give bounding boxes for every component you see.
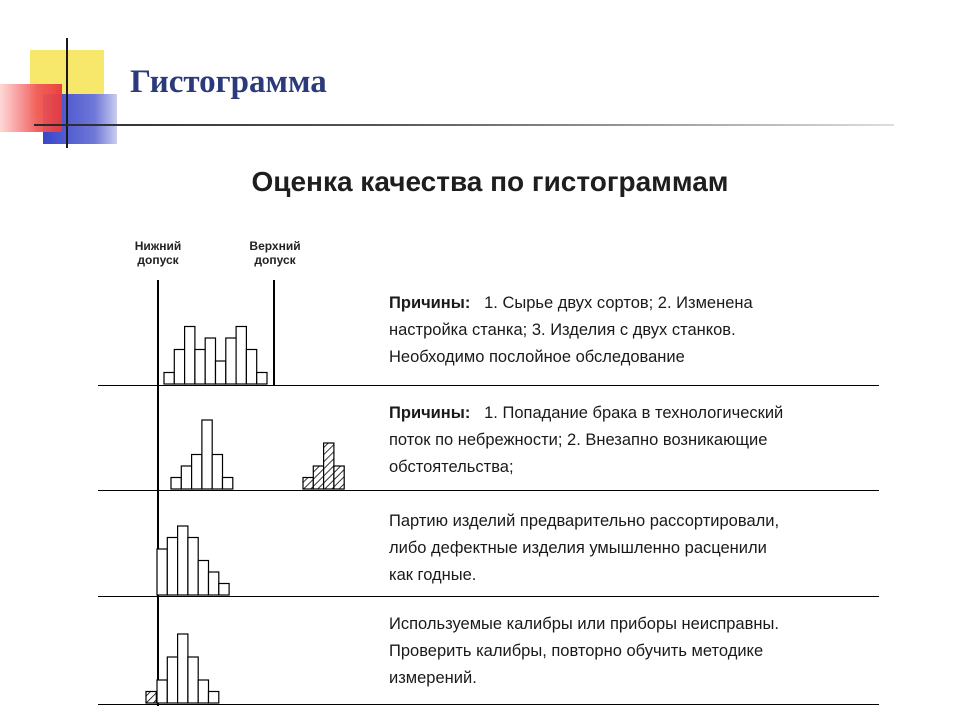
slide-subtitle: Оценка качества по гистограммам [251, 166, 729, 197]
row-1-histogram-bar-5 [205, 338, 215, 384]
row-3-line-2: либо дефектные изделия умышленно расценили [389, 539, 767, 557]
row-2-defect-histogram-bar-4 [334, 466, 344, 489]
row-4-histogram-bar-5 [198, 680, 208, 703]
row-1-histogram-bar-9 [246, 350, 256, 385]
row-3-histogram-bar-1 [157, 549, 167, 595]
row-3-histogram-bar-6 [209, 572, 219, 595]
row-3-histogram-bar-4 [188, 538, 198, 596]
row-4-histogram-bar-4 [188, 657, 198, 703]
row-4-line-1: Используемые калибры или приборы неисправны. [389, 615, 779, 633]
row-2-label: Причины: [389, 404, 471, 422]
row-1-histogram-bar-6 [216, 361, 226, 384]
row-1-histogram-bar-1 [164, 373, 174, 385]
row-4-line-2: Проверить калибры, повторно обучить методике [389, 642, 764, 660]
row-1-histogram-bar-8 [236, 327, 246, 385]
row-2-histogram-bar-1 [171, 478, 181, 490]
upper-tolerance-line1: Верхний [249, 239, 301, 253]
row-4-histogram-bar-2 [167, 657, 177, 703]
row-2-histogram-bar-3 [192, 455, 202, 490]
row-2-defect-histogram-bar-1 [303, 478, 313, 490]
row-1-line-2: настройка станка; 3. Изделия с двух станков. [389, 321, 736, 339]
row-4-histogram-bar-3 [178, 634, 188, 703]
row-2-histogram-bar-5 [212, 455, 222, 490]
lower-tolerance-line1: Нижний [134, 239, 182, 253]
row-4-histogram-bar-1 [157, 680, 167, 703]
row-4-histogram-bar-6 [209, 692, 219, 704]
row-2-defect-histogram-bar-3 [324, 443, 334, 489]
row-1-histogram-bar-4 [195, 350, 205, 385]
row-1-line-1: Причины: 1. Сырье двух сортов; 2. Изменена [389, 294, 753, 312]
row-2-line-2: поток по небрежности; 2. Внезапно возникающие [389, 431, 768, 449]
row-1-label: Причины: [389, 294, 471, 312]
row-3-histogram-bar-5 [198, 561, 208, 596]
row-4-line-3: измерений. [389, 669, 477, 687]
row-2-histogram-bar-2 [181, 466, 191, 489]
slide-title: Гистограмма [130, 64, 327, 100]
row-3-histogram-bar-7 [219, 584, 229, 596]
lower-tolerance-line2: допуск [137, 253, 179, 267]
row-3-line-1: Партию изделий предварительно рассортировали, [389, 512, 780, 530]
row-1-line-3: Необходимо послойное обследование [389, 348, 685, 366]
row-3-histogram-bar-3 [178, 526, 188, 595]
row-3-line-3: как годные. [389, 566, 477, 584]
row-2-line-1: Причины: 1. Попадание брака в технологический [389, 404, 784, 422]
row-2-defect-histogram-bar-2 [313, 466, 323, 489]
upper-tolerance-line2: допуск [254, 253, 296, 267]
row-2-histogram-bar-6 [223, 478, 233, 490]
row-3-histogram-bar-2 [167, 538, 177, 596]
row-1-histogram-bar-7 [226, 338, 236, 384]
row-2-line-3: обстоятельства; [389, 458, 514, 476]
row-1-histogram-bar-10 [257, 373, 267, 385]
row-2-histogram-bar-4 [202, 420, 212, 489]
row-1-histogram-bar-2 [174, 350, 184, 385]
row-4-defect-histogram-bar-1 [146, 692, 156, 704]
row-1-histogram-bar-3 [185, 327, 195, 385]
